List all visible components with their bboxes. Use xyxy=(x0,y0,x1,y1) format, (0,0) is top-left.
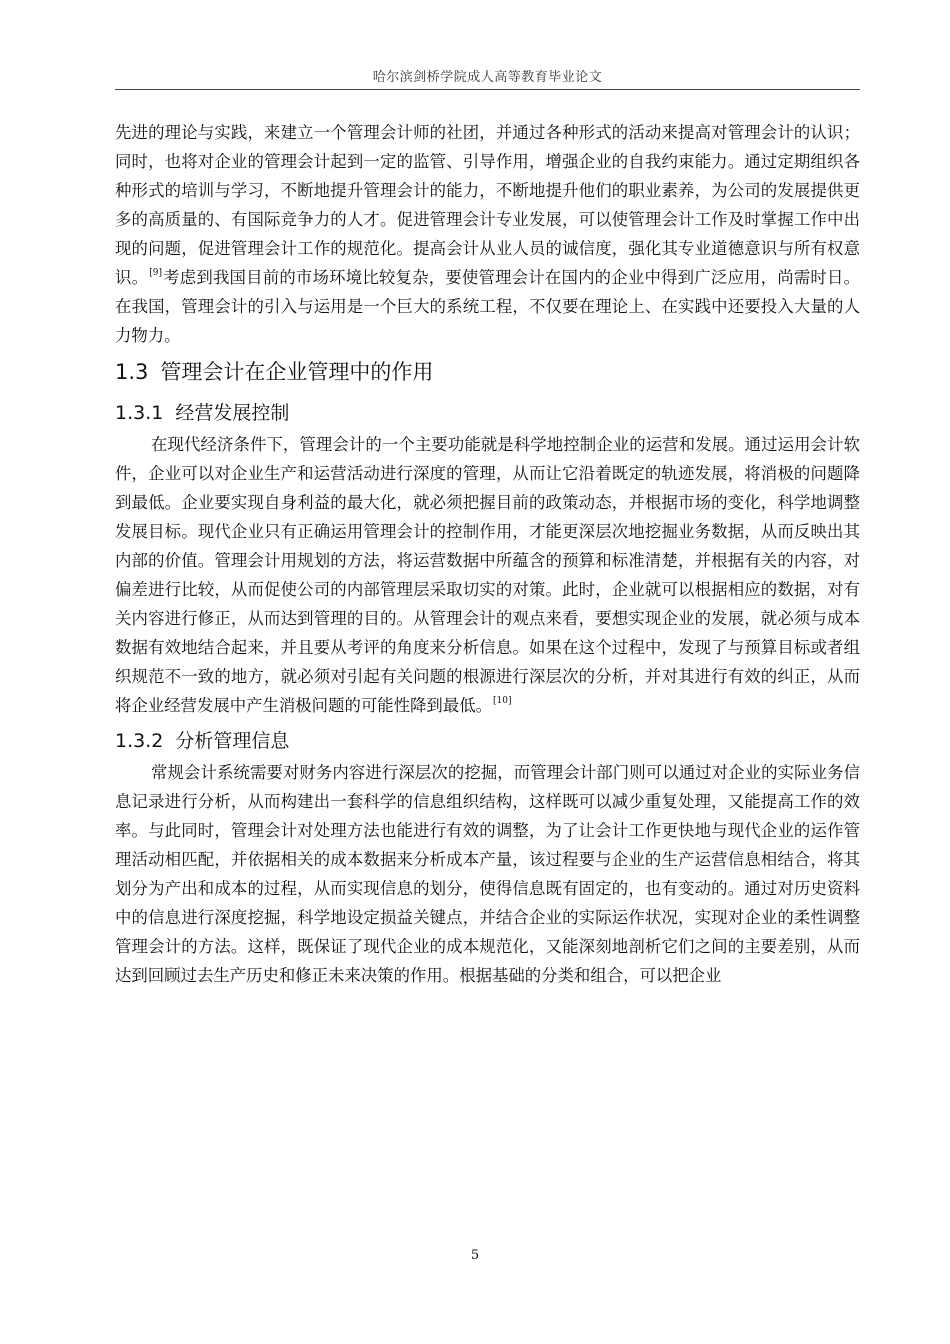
paragraph-text: 常规会计系统需要对财务内容进行深层次的挖掘，而管理会计部门则可以通过对企业的实际业务信息记录进行分析，从而构建出一套科学的信息组织结构，这样既可以减少重复处理，又能提高工作的效率。与此同时，管理会计对处理方法也能进行有效的调整，为了让会计工作更快地与现代企业的运作管理活动相匹配，并依据相关的成本数据来分析成本产量，该过程要与企业的生产运营信息相结合，将其划分为产出和成本的过程，从而实现信息的划分，使得信息既有固定的，也有变动的。通过对历史资料中的信息进行深度挖掘，科学地设定损益关键点，并结合企业的实际运作状况，实现对企业的柔性调整管理会计的方法。这样，既保证了现代企业的成本规范化，又能深刻地剖析它们之间的主要差别，从而达到回顾过去生产历史和修正未来决策的作用。根据基础的分类和组合，可以把企业 xyxy=(115,763,860,985)
document-body xyxy=(115,118,860,990)
paragraph xyxy=(115,118,860,350)
subsection-heading xyxy=(115,724,860,758)
subsection-title: 分析管理信息 xyxy=(175,730,290,752)
paragraph-text: 考虑到我国目前的市场环境比较复杂，要使管理会计在国内的企业中得到广泛应用，尚需时日。在我国，管理会计的引入与运用是一个巨大的系统工程，不仅要在理论上、在实践中还要投入大量的人力物力。 xyxy=(115,268,861,345)
section-number: 1.3 xyxy=(115,360,149,384)
running-header: 哈尔滨剑桥学院成人高等教育毕业论文 xyxy=(372,70,603,85)
subsection-number: 1.3.2 xyxy=(115,730,164,752)
citation-ref: [9] xyxy=(149,268,162,278)
paragraph xyxy=(115,758,860,990)
paragraph-text: 在现代经济条件下，管理会计的一个主要功能就是科学地控制企业的运营和发展。通过运用会计软件，企业可以对企业生产和运营活动进行深度的管理，从而让它沿着既定的轨迹发展，将消极的问题降到最低。企业要实现自身利益的最大化，就必须把握目前的政策动态，并根据市场的变化，科学地调整发展目标。现代企业只有正确运用管理会计的控制作用，才能更深层次地挖掘业务数据，从而反映出其内部的价值。管理会计用规划的方法，将运营数据中所蕴含的预算和标准清楚，并根据有关的内容，对偏差进行比较，从而促使公司的内部管理层采取切实的对策。此时，企业就可以根据相应的数据，对有关内容进行修正，从而达到管理的目的。从管理会计的观点来看，要想实现企业的发展，就必须与成本数据有效地结合起来，并且要从考评的角度来分析信息。如果在这个过程中，发现了与预算目标或者组织规范不一致的地方，就必须对引起有关问题的根源进行深层次的分析，并对其进行有效的纠正，从而将企业经营发展中产生消极问题的可能性降到最低。 xyxy=(115,435,860,715)
subsection-number: 1.3.1 xyxy=(115,402,164,424)
subsection-title: 经营发展控制 xyxy=(175,402,290,424)
header-divider xyxy=(115,89,860,90)
subsection-heading xyxy=(115,396,860,430)
section-title: 管理会计在企业管理中的作用 xyxy=(160,360,434,384)
section-heading xyxy=(115,352,860,392)
paragraph-text: 先进的理论与实践，来建立一个管理会计师的社团，并通过各种形式的活动来提高对管理会计的认识；同时，也将对企业的管理会计起到一定的监管、引导作用，增强企业的自我约束能力。通过定期组织各种形式的培训与学习，不断地提升管理会计的能力，不断地提升他们的职业素养，为公司的发展提供更多的高质量的、有国际竞争力的人才。促进管理会计专业发展，可以使管理会计工作及时掌握工作中出现的问题，促进管理会计工作的规范化。提高会计从业人员的诚信度，强化其专业道德意识与所有权意识。 xyxy=(115,123,860,287)
paragraph xyxy=(115,430,860,720)
citation-ref: [10] xyxy=(492,696,512,706)
page-number: 5 xyxy=(470,1248,480,1263)
